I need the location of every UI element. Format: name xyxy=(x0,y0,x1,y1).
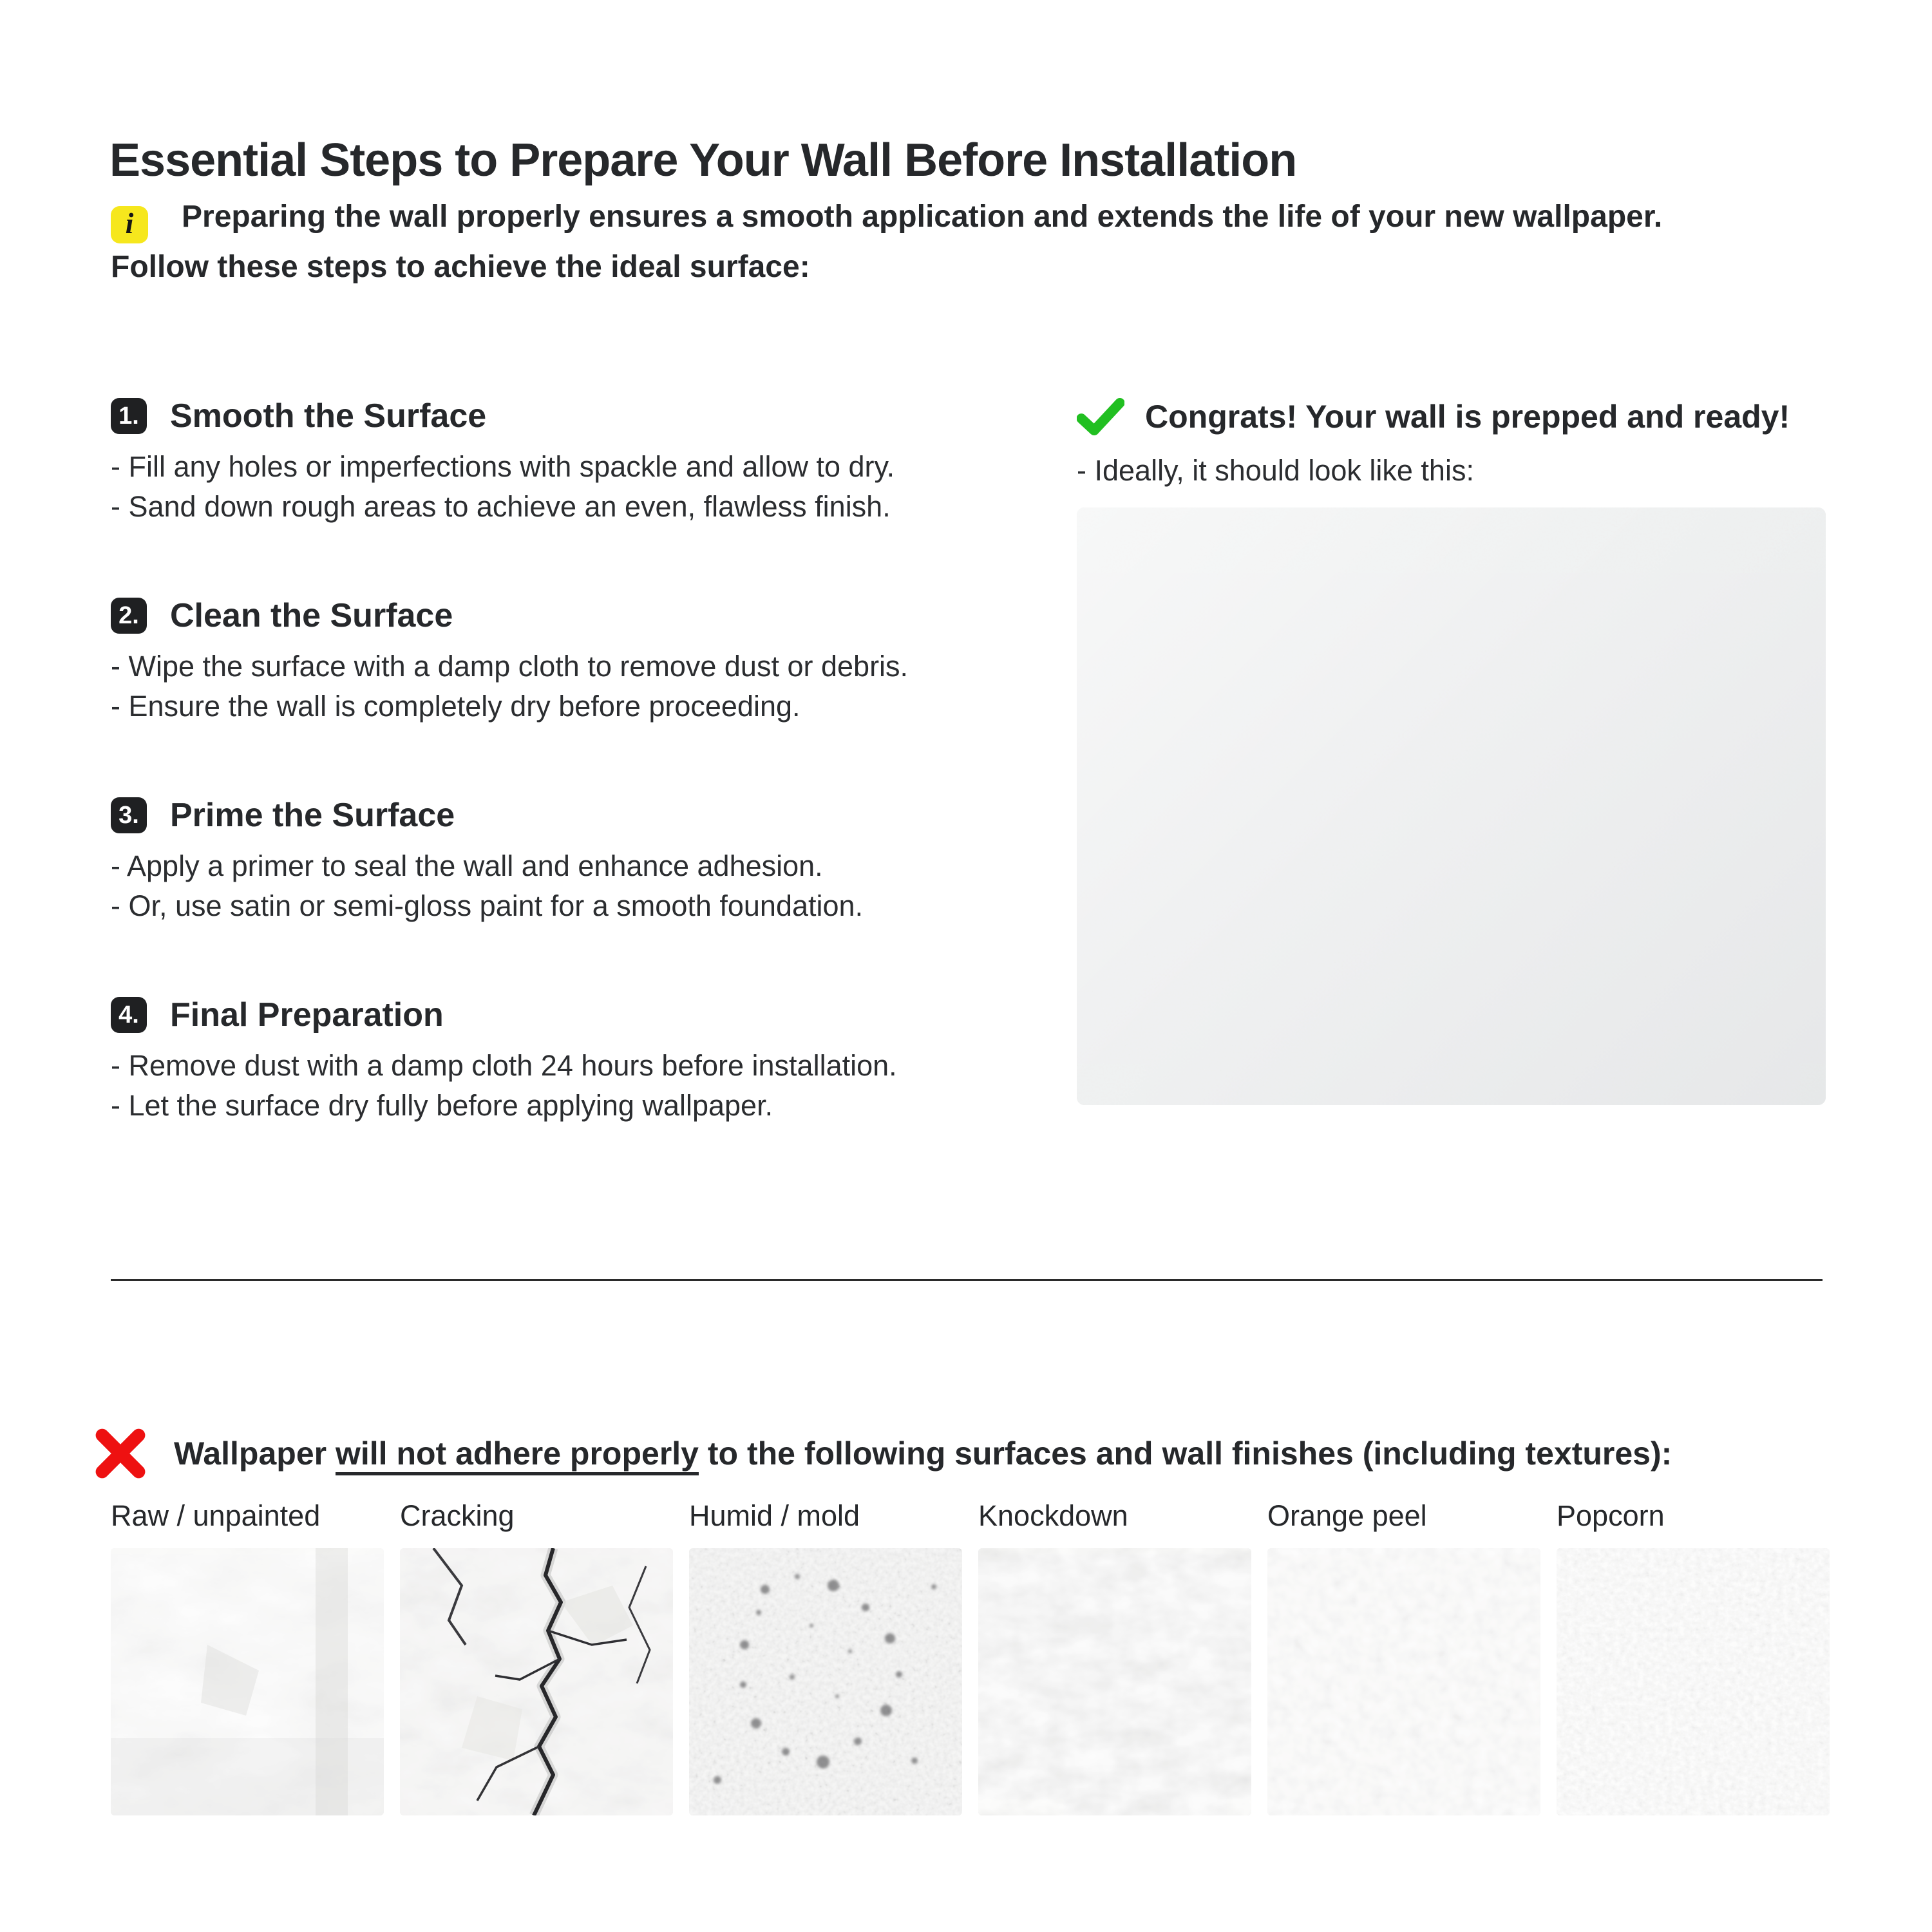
step-number-badge: 1. xyxy=(111,398,147,434)
warning-prefix: Wallpaper xyxy=(174,1435,336,1472)
surface-texture-orange-peel-image xyxy=(1267,1548,1540,1815)
step-title: Final Preparation xyxy=(170,996,444,1034)
step-bullet: - Remove dust with a damp cloth 24 hours before installation. xyxy=(111,1049,897,1082)
warning-suffix: to the following surfaces and wall finishes (including textures): xyxy=(698,1435,1672,1472)
step-bullet: - Sand down rough areas to achieve an even, flawless finish. xyxy=(111,490,891,523)
success-subtitle: - Ideally, it should look like this: xyxy=(1077,454,1474,487)
surface-texture-knockdown-image xyxy=(978,1548,1251,1815)
surface-item-popcorn xyxy=(1557,1498,1830,1815)
surface-item-orange-peel xyxy=(1267,1498,1540,1815)
step-item-4 xyxy=(111,997,1064,1126)
step-bullet: - Apply a primer to seal the wall and enhance adhesion. xyxy=(111,849,823,882)
step-bullet: - Or, use satin or semi-gloss paint for a smooth foundation. xyxy=(111,889,864,922)
section-divider xyxy=(111,1279,1823,1281)
step-bullet: - Wipe the surface with a damp cloth to remove dust or debris. xyxy=(111,650,909,683)
step-title: Prime the Surface xyxy=(170,797,455,834)
surface-label: Humid / mold xyxy=(689,1499,860,1532)
surface-item-raw-unpainted xyxy=(111,1498,384,1815)
info-icon-glyph: i xyxy=(125,207,134,240)
step-bullet: - Ensure the wall is completely dry before proceeding. xyxy=(111,690,800,723)
surface-texture-cracking-image xyxy=(400,1548,673,1815)
surface-label: Knockdown xyxy=(978,1499,1128,1532)
step-item-3 xyxy=(111,797,1064,926)
warning-emphasis: will not adhere properly xyxy=(335,1435,699,1472)
step-number-badge: 3. xyxy=(111,797,147,833)
surface-texture-popcorn-image xyxy=(1557,1548,1830,1815)
surface-label: Popcorn xyxy=(1557,1499,1665,1532)
success-section xyxy=(1077,398,1830,1105)
surface-item-knockdown xyxy=(978,1498,1251,1815)
step-number-badge: 4. xyxy=(111,997,147,1033)
x-icon xyxy=(94,1427,147,1480)
step-item-1 xyxy=(111,398,1064,527)
surface-item-cracking xyxy=(400,1498,673,1815)
intro-text-line2: Follow these steps to achieve the ideal surface: xyxy=(111,250,810,284)
step-bullet: - Let the surface dry fully before applying wallpaper. xyxy=(111,1089,773,1122)
surface-label: Cracking xyxy=(400,1499,515,1532)
surface-label: Orange peel xyxy=(1267,1499,1427,1532)
surface-texture-humid-mold-image xyxy=(689,1548,962,1815)
steps-list xyxy=(111,398,1064,1197)
step-title: Clean the Surface xyxy=(170,597,453,634)
warning-heading xyxy=(94,1427,1672,1480)
surfaces-grid xyxy=(111,1498,1830,1815)
info-icon xyxy=(111,206,148,243)
surface-label: Raw / unpainted xyxy=(111,1499,321,1532)
intro-paragraph xyxy=(111,193,1862,291)
page-title: Essential Steps to Prepare Your Wall Before Installation xyxy=(109,135,1297,187)
step-number-badge: 2. xyxy=(111,598,147,634)
surface-texture-raw-unpainted-image xyxy=(111,1548,384,1815)
step-item-2 xyxy=(111,598,1064,726)
check-icon xyxy=(1077,398,1124,435)
step-bullet: - Fill any holes or imperfections with spackle and allow to dry. xyxy=(111,450,895,483)
ideal-wall-image xyxy=(1077,507,1826,1105)
step-title: Smooth the Surface xyxy=(170,397,487,435)
surface-item-humid-mold xyxy=(689,1498,962,1815)
success-heading: Congrats! Your wall is prepped and ready! xyxy=(1145,399,1790,435)
intro-text-line1: Preparing the wall properly ensures a smooth application and extends the life of your new wallpaper. xyxy=(182,200,1663,234)
